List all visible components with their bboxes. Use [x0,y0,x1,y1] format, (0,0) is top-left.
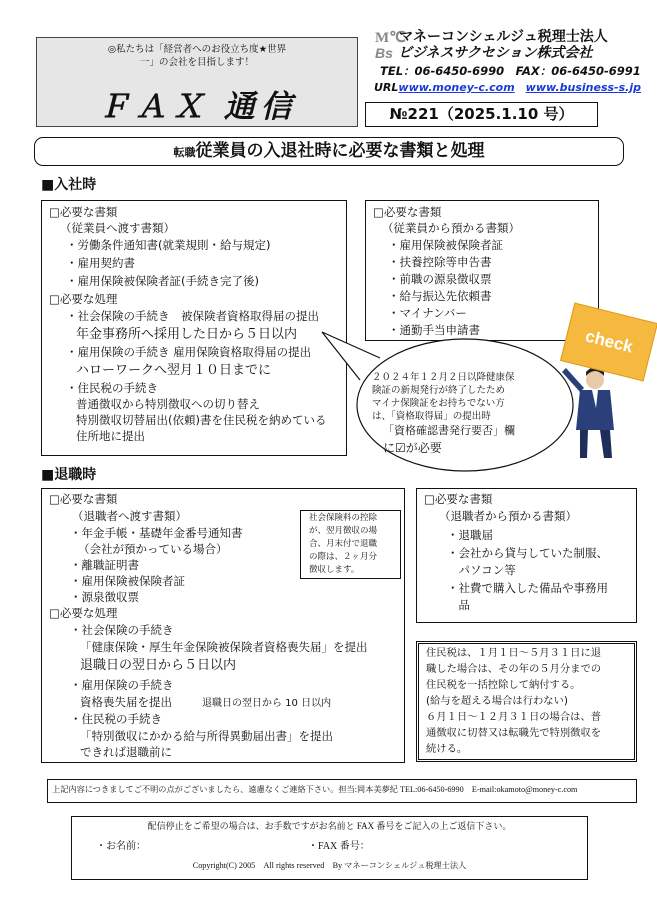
leave-left-ei: ・雇用保険の手続き [70,678,174,692]
leave-left-si: ・社会保険の手続き [70,623,174,637]
join-right-doc-6: ・通勤手当申請書 [388,323,480,337]
fax-field-label[interactable]: ・FAX 番号： [308,841,370,852]
tax-note-box [416,641,637,762]
join-left-rt: ・住民税の手続き [66,381,158,395]
si-note-line-1: 社会保険料の控除 [309,513,378,523]
name-field-label[interactable]: ・お名前： [96,841,146,852]
leave-right-doc-5: 品 [447,598,470,612]
leave-right-doc-3: パソコン等 [447,563,516,577]
note-line-5: 「資格確認書発行要否」欄 [383,424,515,437]
company-name-2: ビジネスサクセション株式会社 [398,45,593,61]
section-join-heading: ■入社時 [41,177,97,193]
note-line-2: 険証の新規発行が終了したため [372,385,506,396]
tax-note-line-3: 住民税を一括控除して納付する。 [426,679,581,691]
leave-left-pension-note: （会社が預かっている場合） [78,542,228,556]
leave-left-doc-1: ・離職証明書 [70,558,139,572]
join-right-doc-3: ・前職の源泉徴収票 [388,272,492,286]
join-right-doc-5: ・マイナンバー [388,306,467,320]
tax-note-line-2: 職した場合は、その年の５月分までの [426,663,602,675]
join-right-doc-2: ・扶養控除等申告書 [388,255,492,269]
url-link-2[interactable]: www.business-s.jp [525,81,641,94]
join-left-docs-sub: （従業員へ渡す書類） [60,221,175,235]
leave-left-proc-head: □必要な処理 [49,606,118,620]
tax-note-line-7: 続ける。 [426,743,468,755]
leave-left-docs-sub: （退職者へ渡す書類） [72,509,187,523]
si-note-line-4: の際は、２ヶ月分 [309,552,378,562]
leave-left-pension: ・年金手帳・基礎年金番号通知書 [70,526,243,540]
join-left-doc-3: ・雇用保険被保険者証(手続き完了後) [66,274,259,288]
leave-left-rt: ・住民税の手続き [70,712,162,726]
si-note-line-3: 合、月末付で退職 [309,539,378,549]
join-left-rt-line-2: 特別徴収切替届出(依頼)書を住民税を納めている [76,413,327,427]
check-sign: check [560,302,657,381]
header-box [36,37,358,127]
leave-left-rt-deadline: できれば退職前に [80,745,172,759]
leave-left-rt-form: 「特別徴収にかかる給与所得異動届出書」を提出 [80,729,333,743]
join-left-docs-head: □必要な書類 [49,205,118,219]
note-line-4: は、「資格取得届」の提出時 [372,411,491,422]
leave-left-si-deadline: 退職日の翌日から５日以内 [80,658,237,673]
section-leave-heading: ■退職時 [41,467,97,483]
tax-note-line-1: 住民税は、１月１日～５月３１日に退 [426,647,602,659]
tel-fax: TEL：06-6450-6990 FAX：06-6450-6991 [380,64,641,78]
title-banner [34,137,624,166]
si-note-line-2: が、翌月徴収の場 [309,526,378,536]
join-right-doc-4: ・給与振込先依頼書 [388,289,492,303]
leave-right-doc-4: ・社費で購入した備品や事務用 [447,581,608,595]
url-link-1[interactable]: www.money-c.com [398,81,515,94]
leave-right-box [416,488,637,623]
tagline: ◎私たちは「経営者へのお役立ち度★世界一」の会社を目指します！ [107,44,287,68]
join-left-proc-head: □必要な処理 [49,292,118,306]
leave-left-doc-2: ・雇用保険被保険者証 [70,574,185,588]
join-left-rt-line-1: 普通徴収から特別徴収への切り替え [76,397,260,411]
leave-right-docs-sub: （退職者から預かる書類） [439,509,577,523]
leave-left-ei-deadline: 退職日の翌日から 10 日以内 [202,698,332,709]
copyright: Copyright(C) 2005 All rights reserved By マネーコンシェルジュ税理士法人 [192,861,467,870]
url-label: URL [374,81,399,94]
tax-note-line-5: ６月１日～１２月３１日の場合は、普 [426,711,602,723]
leave-left-ei-form: 資格喪失届を提出 [80,695,172,709]
leave-right-doc-1: ・退職届 [447,528,493,542]
banner-prefix: 転職 [173,146,196,159]
reply-box [71,816,588,880]
note-line-6: に☑が必要 [383,441,442,455]
join-left-ei: ・雇用保険の手続き 雇用保険資格取得届の提出 [66,345,312,359]
si-note-box [300,510,401,579]
logo-mc: M℃ [375,30,407,46]
join-left-si: ・社会保険の手続き 被保険者資格取得届の提出 [66,309,319,323]
contact-text: 上記内容につきましてご不明の点がございましたら、遠慮なくご連絡下さい。担当:岡本美夢紀 TEL:06-6450-6990 E-mail:okamoto@money-c.com [52,785,578,794]
newsletter-title: ＦＡＸ 通信 [98,89,298,124]
leave-right-docs-head: □必要な書類 [424,492,493,506]
join-left-rt-line-3: 住所地に提出 [76,429,145,443]
join-left-si-deadline: 年金事務所へ採用した日から５日以内 [76,327,298,342]
issue-number: №221（2025.1.10 号） [365,102,598,127]
join-left-doc-2: ・雇用契約書 [66,256,135,270]
leave-left-doc-3: ・源泉徴収票 [70,590,139,604]
join-right-docs-head: □必要な書類 [373,205,442,219]
join-left-doc-1: ・労働条件通知書(就業規則・給与規定) [66,238,271,252]
leave-right-doc-2: ・会社から貸与していた制服、 [447,546,608,560]
join-right-doc-1: ・雇用保険被保険者証 [388,238,503,252]
note-line-1: ２０２４年１２月２日以降健康保 [372,372,515,383]
leave-left-docs-head: □必要な書類 [49,492,118,506]
note-line-3: マイナ保険証をお持ちでない方 [372,398,505,409]
join-right-docs-sub: （従業員から預かる書類） [382,221,520,235]
tax-note-line-4: (給与を超える場合は行わない) [426,695,568,707]
leave-left-si-form: 「健康保険・厚生年金保険被保険者資格喪失届」を提出 [80,640,368,654]
join-left-ei-deadline: ハローワークへ翌月１０日までに [76,363,272,378]
logo-bs: Bs [375,45,393,61]
company-name-1: マネーコンシェルジュ税理士法人 [399,29,608,45]
tax-note-line-6: 通徴収に切替又は転職先で特別徴収を [426,727,602,739]
url-line [374,81,641,94]
banner-title: 従業員の入退社時に必要な書類と処理 [195,141,485,161]
unsubscribe-text: 配信停止をご希望の場合は、お手数ですがお名前と FAX 番号をご記入の上ご返信下さい。 [147,821,512,831]
contact-box [47,779,637,803]
si-note-line-5: 徴収します。 [309,565,360,575]
